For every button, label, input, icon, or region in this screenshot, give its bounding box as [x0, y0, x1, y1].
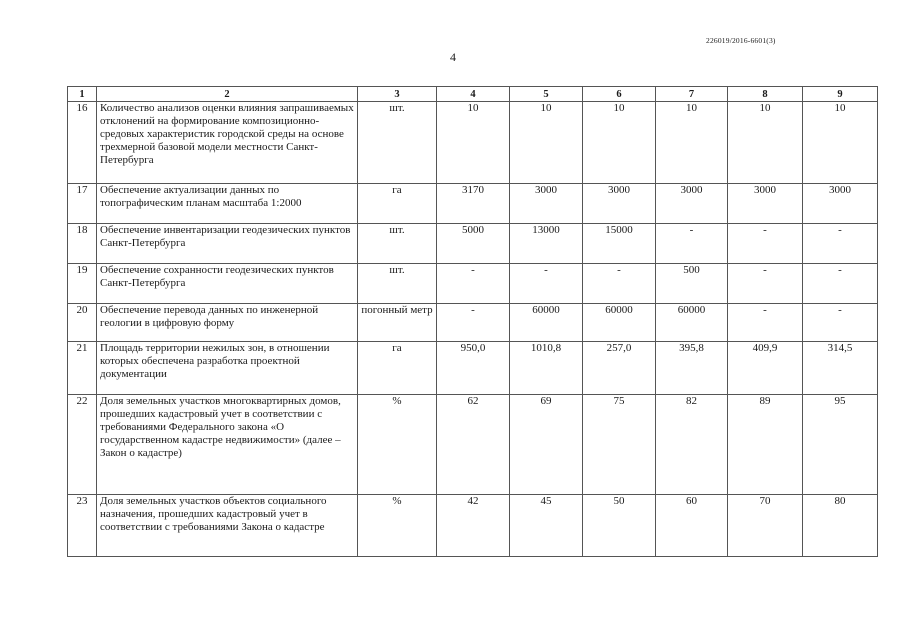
value-cell: - — [728, 224, 803, 264]
value-cell: 10 — [510, 102, 583, 184]
value-cell: 60000 — [510, 304, 583, 342]
unit-cell: погонный метр — [358, 304, 437, 342]
value-cell: 10 — [803, 102, 878, 184]
indicator-name: Доля земельных участков многоквартирных домов, прошедших кадастровый учет в соответствии с требованиями Федерального закона «О государственном кадастре недвижимости» (далее – Закон о кадастре) — [97, 395, 358, 495]
value-cell: 69 — [510, 395, 583, 495]
table-row — [68, 495, 878, 557]
header-cell: 8 — [728, 87, 803, 102]
table-row — [68, 395, 878, 495]
indicator-name: Количество анализов оценки влияния запрашиваемых отклонений на формирование композиционно-средовых характеристик городской среды на основе трехмерной базовой модели местности Санкт-Петербурга — [97, 102, 358, 184]
table-row — [68, 264, 878, 304]
value-cell: - — [437, 304, 510, 342]
value-cell: 3000 — [510, 184, 583, 224]
value-cell: 3000 — [583, 184, 656, 224]
page-number: 4 — [450, 50, 456, 64]
unit-cell: га — [358, 184, 437, 224]
unit-cell: шт. — [358, 102, 437, 184]
value-cell: 13000 — [510, 224, 583, 264]
value-cell: 5000 — [437, 224, 510, 264]
row-number: 22 — [68, 395, 97, 495]
value-cell: - — [803, 224, 878, 264]
value-cell: 314,5 — [803, 342, 878, 395]
table-row — [68, 184, 878, 224]
table-header-row — [68, 87, 878, 102]
value-cell: 60000 — [656, 304, 728, 342]
row-number: 23 — [68, 495, 97, 557]
value-cell: 70 — [728, 495, 803, 557]
value-cell: - — [803, 304, 878, 342]
value-cell: 3000 — [656, 184, 728, 224]
unit-cell: шт. — [358, 224, 437, 264]
value-cell: - — [656, 224, 728, 264]
value-cell: 1010,8 — [510, 342, 583, 395]
value-cell: 82 — [656, 395, 728, 495]
value-cell: 60000 — [583, 304, 656, 342]
value-cell: - — [803, 264, 878, 304]
table-row — [68, 224, 878, 264]
value-cell: 3000 — [728, 184, 803, 224]
value-cell: 3000 — [803, 184, 878, 224]
header-cell: 5 — [510, 87, 583, 102]
header-cell: 6 — [583, 87, 656, 102]
unit-cell: % — [358, 395, 437, 495]
table-row — [68, 342, 878, 395]
header-cell: 2 — [97, 87, 358, 102]
row-number: 19 — [68, 264, 97, 304]
value-cell: 15000 — [583, 224, 656, 264]
value-cell: 10 — [728, 102, 803, 184]
value-cell: 62 — [437, 395, 510, 495]
indicator-name: Обеспечение перевода данных по инженерной геологии в цифровую форму — [97, 304, 358, 342]
indicator-name: Обеспечение актуализации данных по топографическим планам масштаба 1:2000 — [97, 184, 358, 224]
value-cell: 950,0 — [437, 342, 510, 395]
value-cell: 10 — [437, 102, 510, 184]
value-cell: 80 — [803, 495, 878, 557]
value-cell: 10 — [656, 102, 728, 184]
indicator-name: Обеспечение сохранности геодезических пунктов Санкт-Петербурга — [97, 264, 358, 304]
value-cell: 42 — [437, 495, 510, 557]
value-cell: 75 — [583, 395, 656, 495]
unit-cell: га — [358, 342, 437, 395]
row-number: 18 — [68, 224, 97, 264]
value-cell: - — [583, 264, 656, 304]
indicator-table — [67, 86, 878, 557]
indicator-name: Площадь территории нежилых зон, в отношении которых обеспечена разработка проектной документации — [97, 342, 358, 395]
value-cell: 95 — [803, 395, 878, 495]
value-cell: 500 — [656, 264, 728, 304]
unit-cell: % — [358, 495, 437, 557]
header-cell: 1 — [68, 87, 97, 102]
table-row — [68, 102, 878, 184]
value-cell: - — [728, 264, 803, 304]
value-cell: 60 — [656, 495, 728, 557]
value-cell: 395,8 — [656, 342, 728, 395]
table-row — [68, 304, 878, 342]
document-id: 226019/2016-6601(3) — [706, 36, 776, 45]
value-cell: 3170 — [437, 184, 510, 224]
value-cell: 89 — [728, 395, 803, 495]
indicator-name: Доля земельных участков объектов социального назначения, прошедших кадастровый учет в соответствии с требованиями Закона о кадастре — [97, 495, 358, 557]
header-cell: 7 — [656, 87, 728, 102]
indicator-name: Обеспечение инвентаризации геодезических пунктов Санкт-Петербурга — [97, 224, 358, 264]
value-cell: - — [728, 304, 803, 342]
row-number: 21 — [68, 342, 97, 395]
header-cell: 9 — [803, 87, 878, 102]
value-cell: 409,9 — [728, 342, 803, 395]
value-cell: 45 — [510, 495, 583, 557]
header-cell: 4 — [437, 87, 510, 102]
value-cell: 257,0 — [583, 342, 656, 395]
row-number: 20 — [68, 304, 97, 342]
unit-cell: шт. — [358, 264, 437, 304]
row-number: 17 — [68, 184, 97, 224]
value-cell: 50 — [583, 495, 656, 557]
value-cell: - — [510, 264, 583, 304]
value-cell: - — [437, 264, 510, 304]
value-cell: 10 — [583, 102, 656, 184]
row-number: 16 — [68, 102, 97, 184]
header-cell: 3 — [358, 87, 437, 102]
